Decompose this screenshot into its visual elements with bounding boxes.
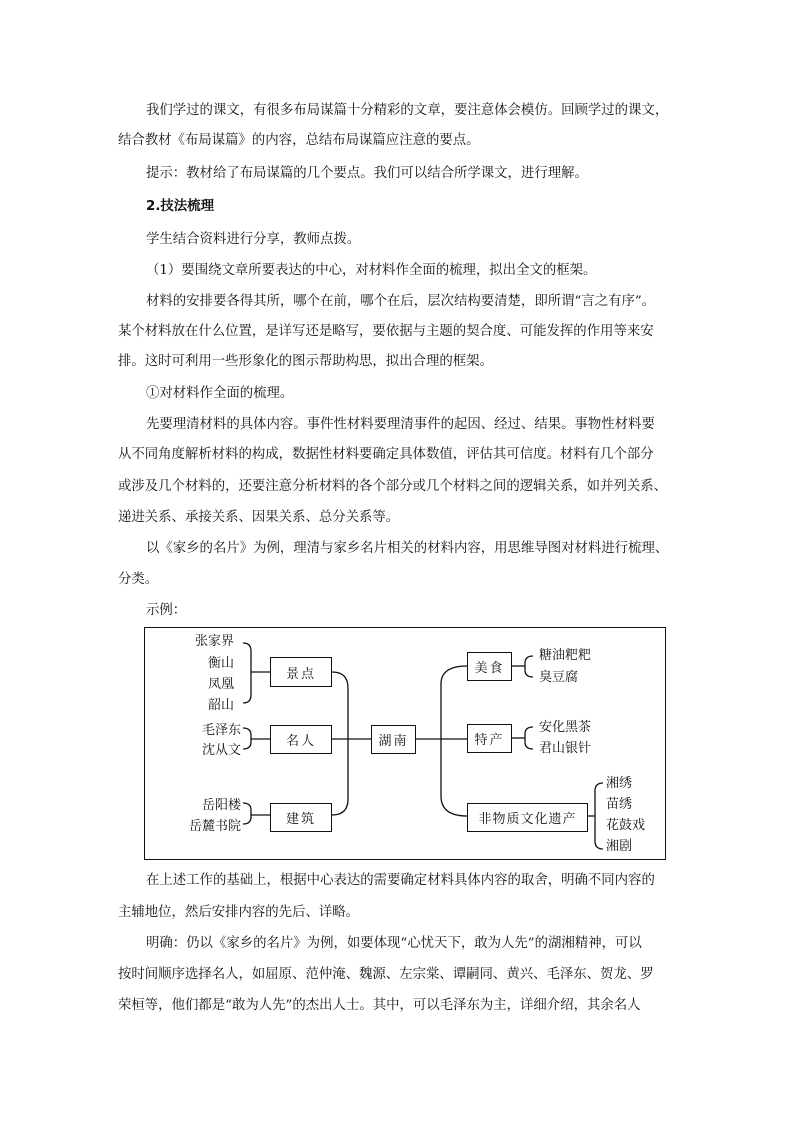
paragraph-line: 以《家乡的名片》为例，理清与家乡名片相关的材料内容，用思维导图对材料进行梳理、 <box>146 541 669 556</box>
leaf-item: 沈从文 <box>202 743 242 758</box>
category-label: 特产 <box>474 733 505 748</box>
paragraph-line: 排。这时可利用一些形象化的图示帮助构思，拟出合理的框架。 <box>118 354 493 369</box>
paragraph-line: （1）要围绕文章所要表达的中心，对材料作全面的梳理，拟出全文的框架。 <box>146 263 597 278</box>
example-label: 示例： <box>146 603 187 618</box>
leaf-item: 湘绣 <box>606 776 633 791</box>
category-label: 美食 <box>474 661 505 676</box>
leaf-item: 安化黑茶 <box>539 720 592 735</box>
paragraph-line: 明确：仍以《家乡的名片》为例，如要体现“心忧天下，敢为人先”的湖湘精神，可以 <box>146 936 642 951</box>
paragraph-line: 从不同角度解析材料的构成，数据性材料要确定具体数值，评估其可信度。材料有几个部分 <box>118 447 654 462</box>
leaf-item: 糖油粑粑 <box>539 648 592 663</box>
category-box-architecture <box>270 803 332 832</box>
leaf-item: 岳阳楼 <box>202 798 242 813</box>
paragraph-line: 先要理清材料的具体内容。事件性材料要理清事件的起因、经过、结果。事物性材料要 <box>146 417 655 432</box>
leaf-item: 岳麓书院 <box>189 819 242 834</box>
paragraph-line: 或涉及几个材料的，还要注意分析材料的各个部分或几个材料之间的逻辑关系，如并列关系、 <box>118 479 668 494</box>
connector-line <box>243 728 251 749</box>
paragraph-line: 在上述工作的基础上，根据中心表达的需要确定材料具体内容的取舍，明确不同内容的 <box>146 873 655 888</box>
leaf-item: 臭豆腐 <box>539 670 579 685</box>
paragraph-line: 结合教材《布局谋篇》的内容，总结布局谋篇应注意的要点。 <box>118 133 480 148</box>
connector-line <box>243 803 251 824</box>
center-node <box>371 725 416 754</box>
leaf-item: 苗绣 <box>606 797 633 812</box>
center-label: 湖南 <box>378 734 409 749</box>
section-heading: 2.技法梳理 <box>146 199 214 214</box>
leaf-item: 衡山 <box>208 656 235 671</box>
connector-line <box>525 656 533 677</box>
paragraph-line: 材料的安排要各得其所，哪个在前，哪个在后，层次结构要清楚，即所谓“言之有序”。 <box>146 294 656 309</box>
category-box-specialties <box>467 724 512 753</box>
category-box-food <box>467 652 512 681</box>
category-label: 名人 <box>285 734 316 749</box>
paragraph-line: 某个材料放在什么位置，是详写还是略写，要依据与主题的契合度、可能发挥的作用等来安 <box>118 324 654 339</box>
paragraph-line: 分类。 <box>118 572 159 587</box>
paragraph-line: 递进关系、承接关系、因果关系、总分关系等。 <box>118 510 400 525</box>
connector-line <box>243 643 251 703</box>
category-box-intangible-heritage <box>467 803 588 832</box>
leaf-item: 湘剧 <box>606 839 633 854</box>
leaf-item: 韶山 <box>208 698 235 713</box>
paragraph-line: 主辅地位，然后安排内容的先后、详略。 <box>118 905 360 920</box>
paragraph-line: 荣桓等，他们都是“敢为人先”的杰出人士。其中，可以毛泽东为主，详细介绍，其余名人 <box>118 998 641 1013</box>
leaf-item: 张家界 <box>195 634 235 649</box>
connector-line <box>332 672 348 815</box>
leaf-item: 花鼓戏 <box>606 818 646 833</box>
category-label: 景点 <box>285 666 316 682</box>
paragraph-line: 按时间顺序选择名人，如屈原、范仲淹、魏源、左宗棠、谭嗣同、黄兴、毛泽东、贺龙、罗 <box>118 967 654 982</box>
leaf-item: 毛泽东 <box>202 723 242 738</box>
category-box-celebrities <box>270 725 332 754</box>
category-label: 建筑 <box>285 812 316 827</box>
hint-paragraph: 提示：教材给了布局谋篇的几个要点。我们可以结合所学课文，进行理解。 <box>146 166 588 181</box>
paragraph-line: 学生结合资料进行分享，教师点拨。 <box>146 232 361 247</box>
mind-map-diagram <box>144 627 666 860</box>
category-label: 非物质文化遗产 <box>478 812 577 827</box>
leaf-item: 君山银针 <box>539 741 592 756</box>
leaf-item: 凤凰 <box>208 677 235 692</box>
paragraph-line: ①对材料作全面的梳理。 <box>146 386 294 401</box>
paragraph-line: 我们学过的课文，有很多布局谋篇十分精彩的文章，要注意体会模仿。回顾学过的课文， <box>146 103 669 118</box>
connector-line <box>525 727 533 749</box>
connector-line <box>441 666 467 816</box>
connector-line <box>595 783 603 849</box>
category-box-scenic <box>270 657 332 687</box>
